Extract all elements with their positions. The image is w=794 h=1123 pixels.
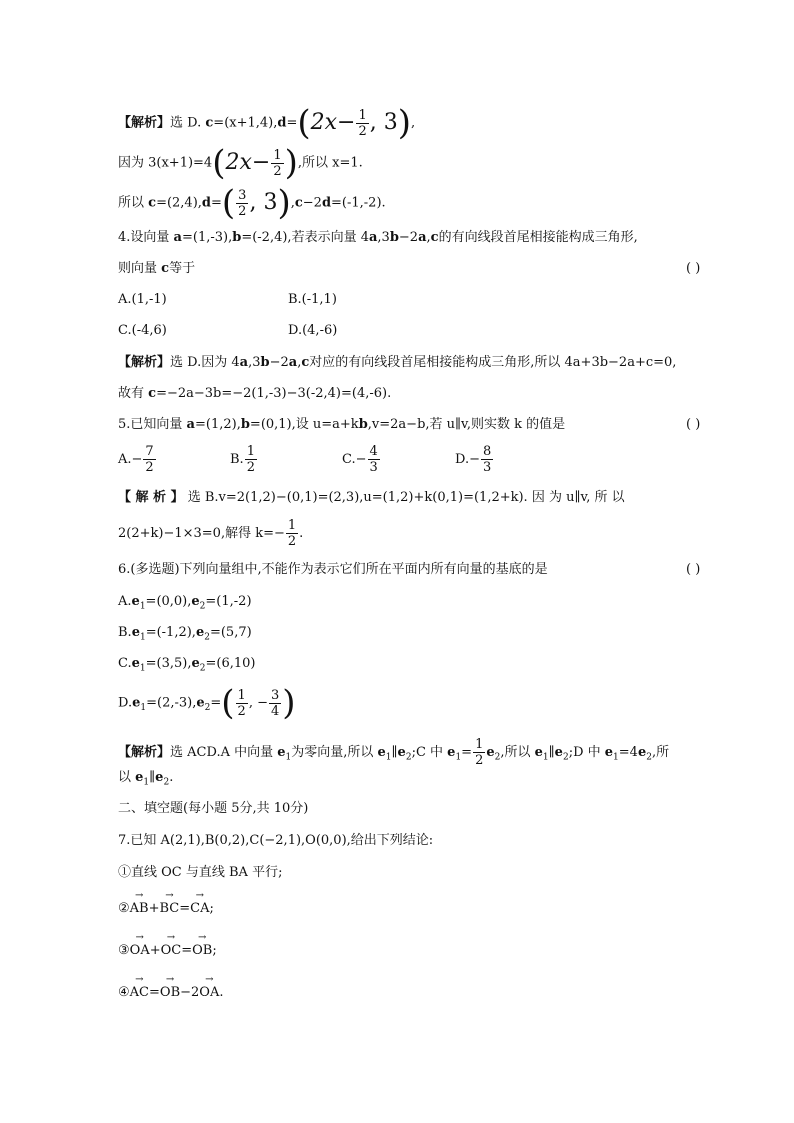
answer-paren: ( ) [686, 417, 701, 432]
q7-conclusion-3: ③→ OA+→ OC=→ OB; [118, 942, 217, 960]
answer-paren: ( ) [686, 261, 701, 276]
solution-tag: 【解析】 [118, 355, 171, 370]
q5-solution-line1: 【 解 析 】 选 B.v=2(1,2)−(0,1)=(2,3),u=(1,2)+k(0,1)=(1,2+k). 因 为 u∥v, 所 以 [118, 490, 625, 505]
q6-option-b: $B.e_1=(-1,2),e_2=(5,7)$ [118, 625, 252, 643]
section-title: 二、填空题(每小题 5分,共 10分) [118, 801, 309, 816]
q4-solution-line2: 故有 c=−2a−3b=−2(1,-3)−3(-2,4)=(4,-6). [118, 386, 392, 401]
fraction: $\frac{1}{2}$ [273, 147, 282, 179]
solution-tag: 【 解 析 】 [118, 490, 184, 505]
q3-solution-line2: 因为 3(x+1)=4(2x− $\frac{1}{2}$ ),所以 x=1. [118, 143, 363, 183]
q6-stem: 6.(多选题)下列向量组中,不能作为表示它们所在平面内所有向量的基底的是 [118, 562, 548, 577]
q4-solution-line1: 【解析】选 D.因为 4a,3b−2a,c对应的有向线段首尾相接能构成三角形,所以 4a+3b−2a+c=0, [118, 355, 677, 370]
q5-stem: 5.已知向量 a=(1,2),b=(0,1),设 u=a+kb,v=2a−b,若 u∥v,则实数 k 的值是 [118, 417, 566, 432]
q5-option-b: B. $\frac{1}{2}$ [230, 444, 255, 475]
q4-stem-line1: 4.设向量 a=(1,-3),b=(-2,4),若表示向量 4a,3b−2a,c的有向线段首尾相接能构成三角形, [118, 230, 638, 245]
q6-option-d: $D.e_1=(2,-3),e_2=$( $\frac{1}{2}$ , − $\frac{3}{4}$ ) [118, 683, 296, 723]
fraction: $\frac{3}{2}$ [238, 187, 247, 219]
q7-conclusion-4: ④→ AC=→ OB−2→ OA. [118, 984, 223, 1002]
solution-tag: 【解析】 [118, 745, 171, 760]
q6-option-a: $A.e_1=(0,0),e_2=(1,-2)$ [118, 594, 252, 612]
q7-stem: 7.已知 A(2,1),B(0,2),C(−2,1),O(0,0),给出下列结论: [118, 833, 434, 848]
q6-option-c: $C.e_1=(3,5),e_2=(6,10)$ [118, 656, 256, 674]
q4-option-a: A.(1,-1) [118, 292, 167, 307]
q4-option-d: D.(4,-6) [288, 323, 338, 338]
q4-stem-line2: 则向量 c等于 [118, 261, 196, 276]
answer-paren: ( ) [686, 562, 701, 577]
q6-solution-line1: 【解析】选 ACD.A 中向量 $e_1$为零向量,所以 $e_1\parallel e_2;C$ 中 $e_1=$ $\frac{1}{2}$ $e_2$,所以 $e_1\parallel e_2;D$ 中 $e_1=4e_2$,所 [118, 737, 670, 768]
q7-conclusion-2: ②→ AB+→ BC=→ CA; [118, 900, 214, 918]
q4-option-b: B.(-1,1) [288, 292, 337, 307]
q5-option-d: D.− $\frac{8}{3}$ [455, 444, 492, 475]
q4-option-c: C.(-4,6) [118, 323, 167, 338]
solution-tag: 【解析】 [118, 115, 171, 131]
q5-option-c: C.− $\frac{4}{3}$ [342, 444, 378, 475]
q3-solution-line1: 【解析】选 D. c=(x+1,4),d=(2x− $\frac{1}{2}$ , 3), [118, 103, 416, 143]
q5-option-a: A.− $\frac{7}{2}$ [118, 444, 154, 475]
q5-solution-line2: 2(2+k)−1×3=0,解得 k=− $\frac{1}{2}$ . [118, 518, 304, 549]
q7-conclusion-1: ①直线 OC 与直线 BA 平行; [118, 865, 283, 880]
fraction: $\frac{1}{2}$ [358, 107, 367, 139]
q3-solution-line3: 所以 c=(2,4),d=( $\frac{3}{2}$ , 3),c−2d=(-1,-2). [118, 183, 386, 223]
q6-solution-line2: 以 $e_1\parallel e_2$. [118, 770, 174, 788]
